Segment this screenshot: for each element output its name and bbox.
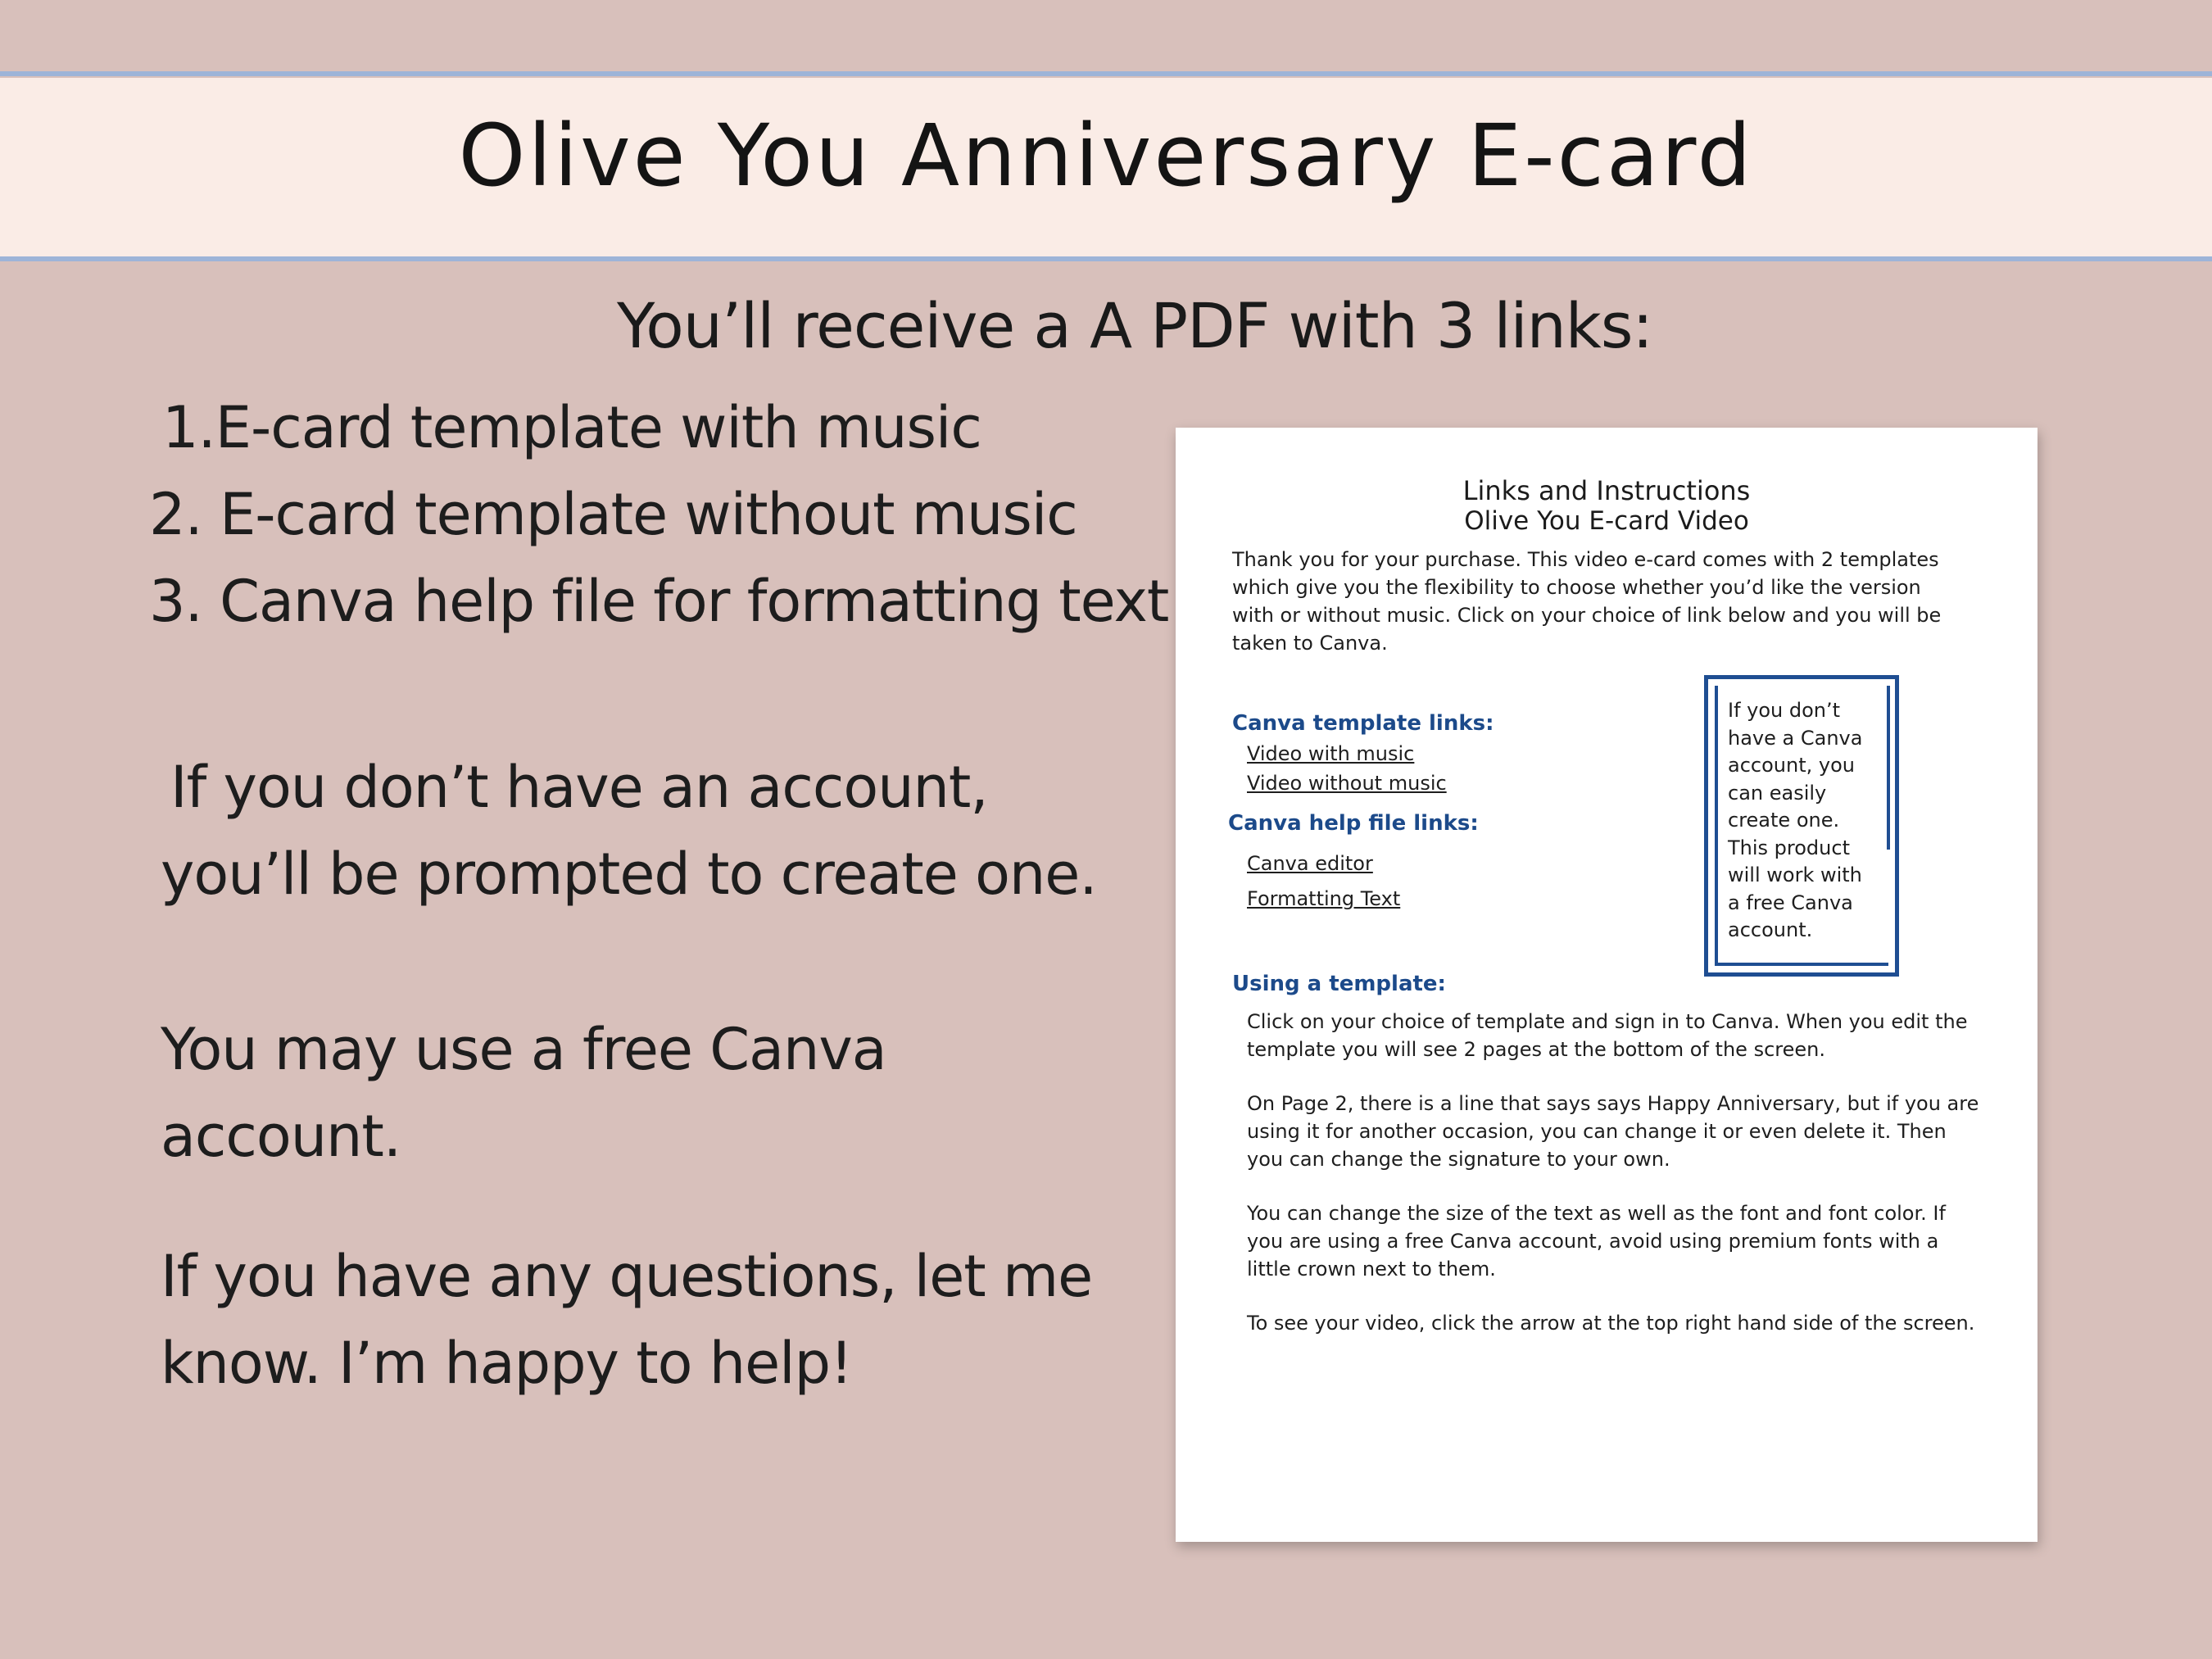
paragraph-line: you are using a free Canva account, avoid using premium fonts with a — [1247, 1230, 1939, 1253]
list-text: E-card template with music — [215, 394, 981, 461]
paragraph-line: little crown next to them. — [1247, 1258, 1496, 1281]
pdf-intro-line: taken to Canva. — [1232, 632, 1388, 655]
list-number: 3. — [149, 568, 202, 635]
paragraph-line: you can change the signature to your own. — [1247, 1148, 1670, 1171]
list-item-1 — [162, 395, 981, 461]
free-account-note-line1: You may use a free Canva — [161, 1016, 886, 1083]
paragraph-line: You can change the size of the text as well as the font and font color. If — [1247, 1202, 1946, 1225]
pdf-intro — [1232, 546, 1941, 657]
free-account-note-line2: account. — [161, 1103, 401, 1170]
callout-line: will work with — [1728, 863, 1862, 886]
list-item-2 — [149, 482, 1077, 548]
callout-line: can easily — [1728, 781, 1827, 805]
questions-note-line2: know. I’m happy to help! — [161, 1330, 853, 1397]
link-formatting-text[interactable]: Formatting Text — [1247, 887, 1401, 910]
callout-line: account, you — [1728, 754, 1855, 777]
callout-line: a free Canva — [1728, 891, 1853, 914]
account-callout-box — [1704, 675, 1899, 977]
pdf-intro-line: Thank you for your purchase. This video e-card comes with 2 templates — [1232, 548, 1939, 571]
link-video-without-music[interactable]: Video without music — [1247, 772, 1447, 795]
link-canva-editor[interactable]: Canva editor — [1247, 852, 1373, 875]
link-video-with-music[interactable]: Video with music — [1247, 742, 1415, 765]
paragraph-line: To see your video, click the arrow at the top right hand side of the screen. — [1247, 1312, 1975, 1335]
using-paragraph-1 — [1247, 1008, 1967, 1063]
pdf-title: Links and Instructions — [1462, 475, 1751, 506]
pdf-intro-line: with or without music. Click on your choice of link below and you will be — [1232, 604, 1942, 627]
callout-line: create one. — [1728, 809, 1840, 832]
paragraph-line: template you will see 2 pages at the bottom of the screen. — [1247, 1038, 1825, 1061]
callout-line: This product — [1728, 836, 1850, 859]
subtitle: You’ll receive a A PDF with 3 links: — [616, 289, 1653, 362]
pdf-preview-page — [1176, 428, 2037, 1542]
help-links-heading: Canva help file links: — [1228, 811, 1479, 836]
list-number: 2. — [149, 481, 202, 548]
list-item-3 — [149, 569, 1168, 635]
pdf-intro-line: which give you the flexibility to choose whether you’d like the version — [1232, 576, 1921, 599]
using-paragraph-2 — [1247, 1090, 1979, 1173]
page-title: Olive You Anniversary E-card — [458, 106, 1754, 206]
list-number: 1. — [162, 394, 215, 461]
questions-note-line1: If you have any questions, let me — [161, 1243, 1093, 1310]
account-note-line1: If you don’t have an account, — [170, 754, 988, 821]
account-note-line2: you’ll be prompted to create one. — [161, 841, 1097, 908]
list-text: E-card template without music — [220, 481, 1077, 548]
callout-line: account. — [1728, 918, 1813, 941]
callout-line: have a Canva — [1728, 726, 1863, 750]
paragraph-line: Click on your choice of template and sign in to Canva. When you edit the — [1247, 1010, 1968, 1033]
top-divider-line — [0, 71, 2212, 76]
using-paragraph-4 — [1247, 1309, 1974, 1337]
paragraph-line: On Page 2, there is a line that says says Happy Anniversary, but if you are — [1247, 1092, 1979, 1115]
callout-text — [1728, 697, 1892, 945]
callout-line: If you don’t — [1728, 699, 1841, 722]
pdf-subtitle: Olive You E-card Video — [1464, 506, 1749, 536]
list-text: Canva help file for formatting text — [220, 568, 1169, 635]
template-links-heading: Canva template links: — [1232, 711, 1494, 736]
bottom-divider-line — [0, 256, 2212, 261]
using-template-heading: Using a template: — [1232, 972, 1446, 996]
using-paragraph-3 — [1247, 1199, 1946, 1283]
paragraph-line: using it for another occasion, you can change it or even delete it. Then — [1247, 1120, 1947, 1143]
